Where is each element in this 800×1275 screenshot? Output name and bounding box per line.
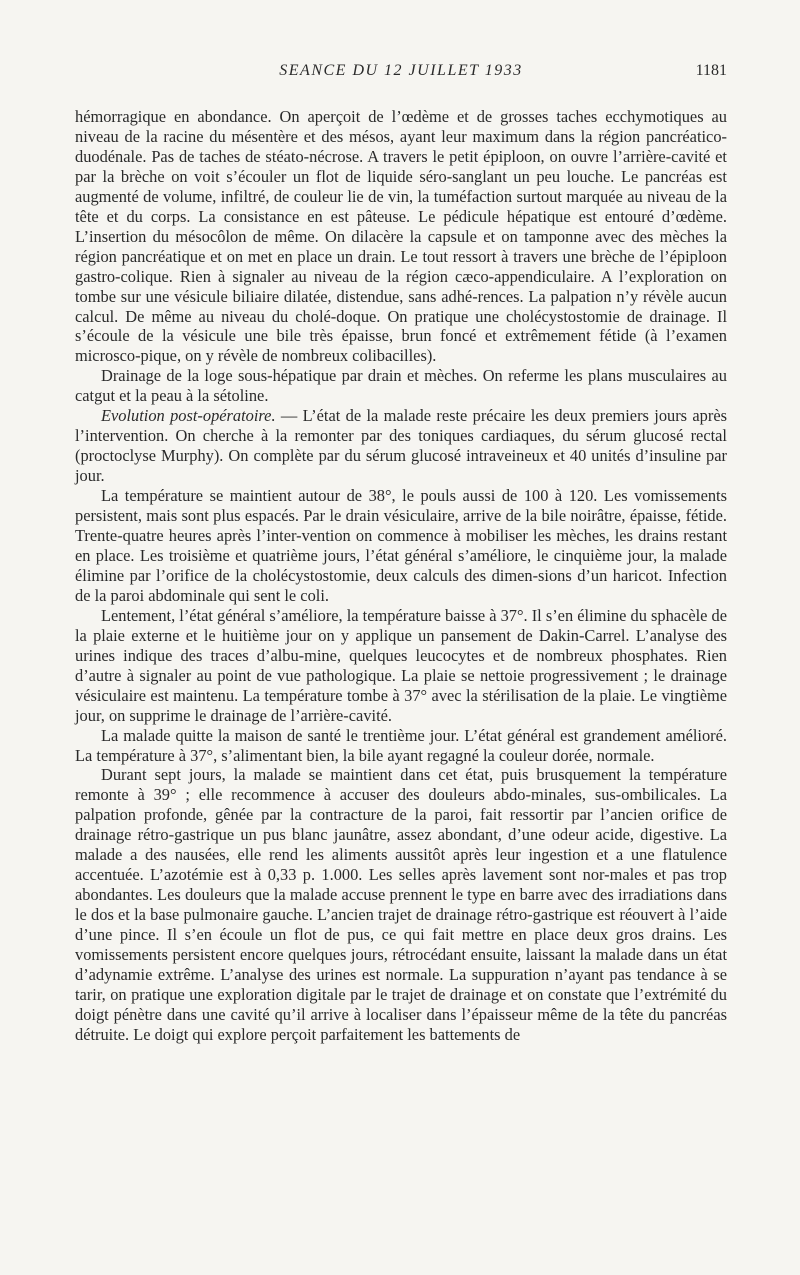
paragraph-text: La température se maintient autour de 38°, le pouls aussi de 100 à 120. Les vomissements persistent, mais sont plus espacés. Par le drain vésiculaire, arrive de la bile noirâtre, épaisse, fétide. Trente-quatre heures après l’inter-vention on commence à mobiliser les mèches, les drains restant en place. Les troisième et quatrième jours, l’état général s’améliore, le cinquième jour, la malade élimine par l’orifice de la cholécystostomie, deux calculs des dimen-sions d’un haricot. Infection de la paroi abdominale qui sent le coli. <box>75 486 727 605</box>
paragraph <box>75 765 727 1044</box>
paragraph-text: hémorragique en abondance. On aperçoit de l’œdème et de grosses taches ecchymotiques au niveau de la racine du mésentère et des mésos, ayant leur maximum dans la région pancréatico-duodénale. Pas de taches de stéato-nécrose. A travers le petit épiploon, on ouvre l’arrière-cavité et par la brèche on voit s’écouler un flot de liquide séro-sanglant un peu louche. Le pancréas est augmenté de volume, infiltré, de couleur lie de vin, la tuméfaction surtout marquée au niveau de la tête et du corps. La consistance en est pâteuse. Le pédicule hépatique est entouré d’œdème. L’insertion du mésocôlon de même. On dilacère la capsule et on tamponne avec des mèches la région pancréatique et on met en place un drain. Le tout ressort à travers une brèche de l’épiploon gastro-colique. Rien à signaler au niveau de la région cæco-appendiculaire. A l’exploration on tombe sur une vésicule biliaire dilatée, distendue, sans adhé-rences. La palpation n’y révèle aucun calcul. De même au niveau du cholé-doque. On pratique une cholécystostomie de drainage. Il s’écoule de la vésicule une bile très épaisse, brun foncé et extrêmement fétide (à l’examen microsco-pique, on y révèle de nombreux colibacilles). <box>75 107 727 366</box>
section-lead: Evolution post-opératoire. <box>101 406 276 426</box>
paragraph <box>75 366 727 406</box>
page-number: 1181 <box>695 62 727 79</box>
header-title: SEANCE DU 12 JUILLET 1933 <box>279 62 523 79</box>
paragraph-text: La malade quitte la maison de santé le trentième jour. L’état général est grandement amélioré. La température à 37°, s’alimentant bien, la bile ayant regagné la couleur dorée, normale. <box>75 725 727 765</box>
paragraph <box>75 107 727 366</box>
running-header <box>75 62 727 84</box>
paragraph <box>75 726 727 766</box>
paragraph-text: Durant sept jours, la malade se maintient dans cet état, puis brusquement la température remonte à 39° ; elle recommence à accuser des douleurs abdo-minales, sus-ombilicales. La palpation profonde, gênée par la contracture de la paroi, fait ressortir par l’ancien orifice de drainage rétro-gastrique un pus blanc jaunâtre, assez abondant, d’une odeur acide, digestive. La malade a des nausées, elle rend les aliments aussitôt après leur ingestion et a une flatulence accentuée. L’azotémie est à 0,33 p. 1.000. Les selles après lavement sont nor-males et pas trop abondantes. Les douleurs que la malade accuse prennent le type en barre avec des irradiations dans le dos et la base pulmonaire gauche. L’ancien trajet de drainage rétro-gastrique est réouvert à l’aide d’une pince. Il s’en écoule un flot de pus, ce qui fait mettre en place deux gros drains. Les vomissements persistent encore quelques jours, rétrocédant ensuite, laissant la malade dans un état d’adynamie extrême. L’analyse des urines est normale. La suppuration n’ayant pas tendance à se tarir, on pratique une exploration digitale par le trajet de drainage et on constate que l’extrémité du doigt pénètre dans une cavité qu’il arrive à localiser dans l’épaisseur même de la tête du pancréas détruite. Le doigt qui explore perçoit parfaitement les battements de <box>75 765 727 1044</box>
paragraph <box>75 406 727 486</box>
paragraph-text: — L’état de la malade reste précaire les deux premiers jours après l’intervention. On cherche à la remonter par des toniques cardiaques, du sérum glucosé rectal (proctoclyse Murphy). On complète par du sérum glucosé intraveineux et 40 unités d’insuline par jour. <box>75 406 727 486</box>
paragraph-text: Drainage de la loge sous-hépatique par drain et mèches. On referme les plans musculaires au catgut et la peau à la sétoline. <box>75 366 727 406</box>
body-text <box>75 107 727 1045</box>
paragraph <box>75 486 727 606</box>
paragraph <box>75 606 727 726</box>
paragraph-text: Lentement, l’état général s’améliore, la température baisse à 37°. Il s’en élimine du sphacèle de la plaie externe et le huitième jour on y applique un pansement de Dakin-Carrel. L’analyse des urines indique des traces d’albu-mine, quelques leucocytes et de nombreux phosphates. Rien d’autre à signaler au point de vue pathologique. La plaie se nettoie progressivement ; le drainage vésiculaire est maintenu. La température tombe à 37° avec la stérilisation de la plaie. Le vingtième jour, on supprime le drainage de l’arrière-cavité. <box>75 605 727 725</box>
